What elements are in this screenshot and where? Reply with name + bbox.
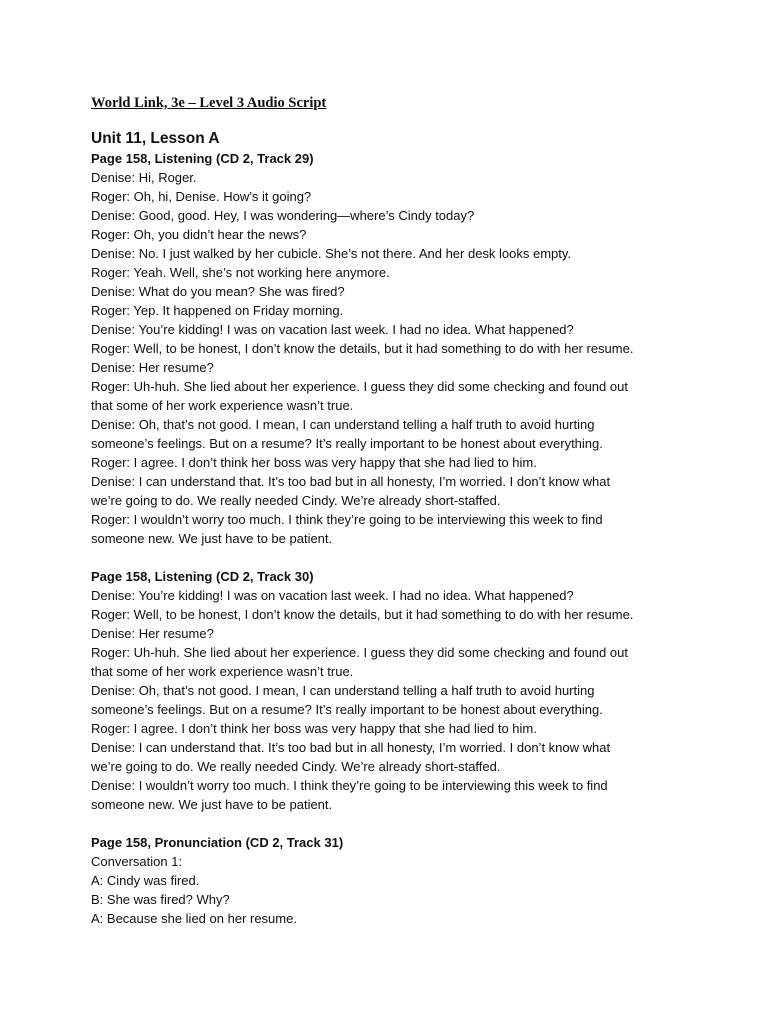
unit-title: Unit 11, Lesson A (91, 130, 220, 147)
script-section (91, 567, 711, 814)
dialogue-line: Roger: I wouldn’t worry too much. I think they’re going to be interviewing this week to find (91, 512, 603, 527)
dialogue-line: Denise: I wouldn’t worry too much. I think they’re going to be interviewing this week to find (91, 778, 608, 793)
dialogue-line: Denise: Oh, that’s not good. I mean, I can understand telling a half truth to avoid hurting (91, 683, 595, 698)
dialogue-line: Denise: Her resume? (91, 360, 214, 375)
section-heading: Page 158, Listening (CD 2, Track 29) (91, 151, 314, 166)
dialogue-line: A: Because she lied on her resume. (91, 911, 297, 926)
dialogue-line: Denise: What do you mean? She was fired? (91, 284, 345, 299)
document-title: World Link, 3e – Level 3 Audio Script (91, 95, 327, 111)
dialogue-line: that some of her work experience wasn’t true. (91, 398, 354, 413)
dialogue-line: A: Cindy was fired. (91, 873, 200, 888)
dialogue-line: Roger: Oh, hi, Denise. How’s it going? (91, 189, 312, 204)
dialogue-line: Conversation 1: (91, 854, 183, 869)
sections-container (91, 149, 711, 928)
dialogue-line: we’re going to do. We really needed Cindy. We’re already short-staffed. (91, 759, 501, 774)
dialogue-line: Denise: No. I just walked by her cubicle. She’s not there. And her desk looks empty. (91, 246, 572, 261)
dialogue-line: Roger: Yeah. Well, she’s not working here anymore. (91, 265, 390, 280)
dialogue-line: Denise: Hi, Roger. (91, 170, 197, 185)
dialogue-line: Roger: Oh, you didn’t hear the news? (91, 227, 307, 242)
dialogue-line: Roger: Well, to be honest, I don’t know the details, but it had something to do with her resume. (91, 341, 634, 356)
dialogue-line: Denise: Her resume? (91, 626, 214, 641)
dialogue-line: Roger: Well, to be honest, I don’t know the details, but it had something to do with her resume. (91, 607, 634, 622)
dialogue-line: Roger: Yep. It happened on Friday morning. (91, 303, 344, 318)
dialogue-line: Roger: Uh-huh. She lied about her experience. I guess they did some checking and found out (91, 645, 628, 660)
dialogue-line: Denise: You’re kidding! I was on vacation last week. I had no idea. What happened? (91, 588, 574, 603)
dialogue-line: Denise: You’re kidding! I was on vacation last week. I had no idea. What happened? (91, 322, 574, 337)
dialogue-line: someone’s feelings. But on a resume? It’s really important to be honest about everything. (91, 436, 603, 451)
dialogue-line: Roger: Uh-huh. She lied about her experience. I guess they did some checking and found out (91, 379, 628, 394)
dialogue-line: someone’s feelings. But on a resume? It’s really important to be honest about everything. (91, 702, 603, 717)
dialogue-line: Denise: Oh, that’s not good. I mean, I can understand telling a half truth to avoid hurting (91, 417, 595, 432)
dialogue-line: that some of her work experience wasn’t true. (91, 664, 354, 679)
dialogue-line: someone new. We just have to be patient. (91, 531, 333, 546)
script-section (91, 833, 711, 928)
script-section (91, 149, 711, 548)
section-heading: Page 158, Listening (CD 2, Track 30) (91, 569, 314, 584)
dialogue-line: Roger: I agree. I don’t think her boss was very happy that she had lied to him. (91, 721, 537, 736)
dialogue-line: Denise: Good, good. Hey, I was wondering—where’s Cindy today? (91, 208, 475, 223)
dialogue-line: Denise: I can understand that. It’s too bad but in all honesty, I’m worried. I don’t know what (91, 474, 611, 489)
dialogue-line: someone new. We just have to be patient. (91, 797, 333, 812)
dialogue-line: we’re going to do. We really needed Cindy. We’re already short-staffed. (91, 493, 501, 508)
section-heading: Page 158, Pronunciation (CD 2, Track 31) (91, 835, 344, 850)
dialogue-line: Roger: I agree. I don’t think her boss was very happy that she had lied to him. (91, 455, 537, 470)
document-page (91, 94, 711, 928)
dialogue-line: B: She was fired? Why? (91, 892, 230, 907)
dialogue-line: Denise: I can understand that. It’s too bad but in all honesty, I’m worried. I don’t know what (91, 740, 611, 755)
